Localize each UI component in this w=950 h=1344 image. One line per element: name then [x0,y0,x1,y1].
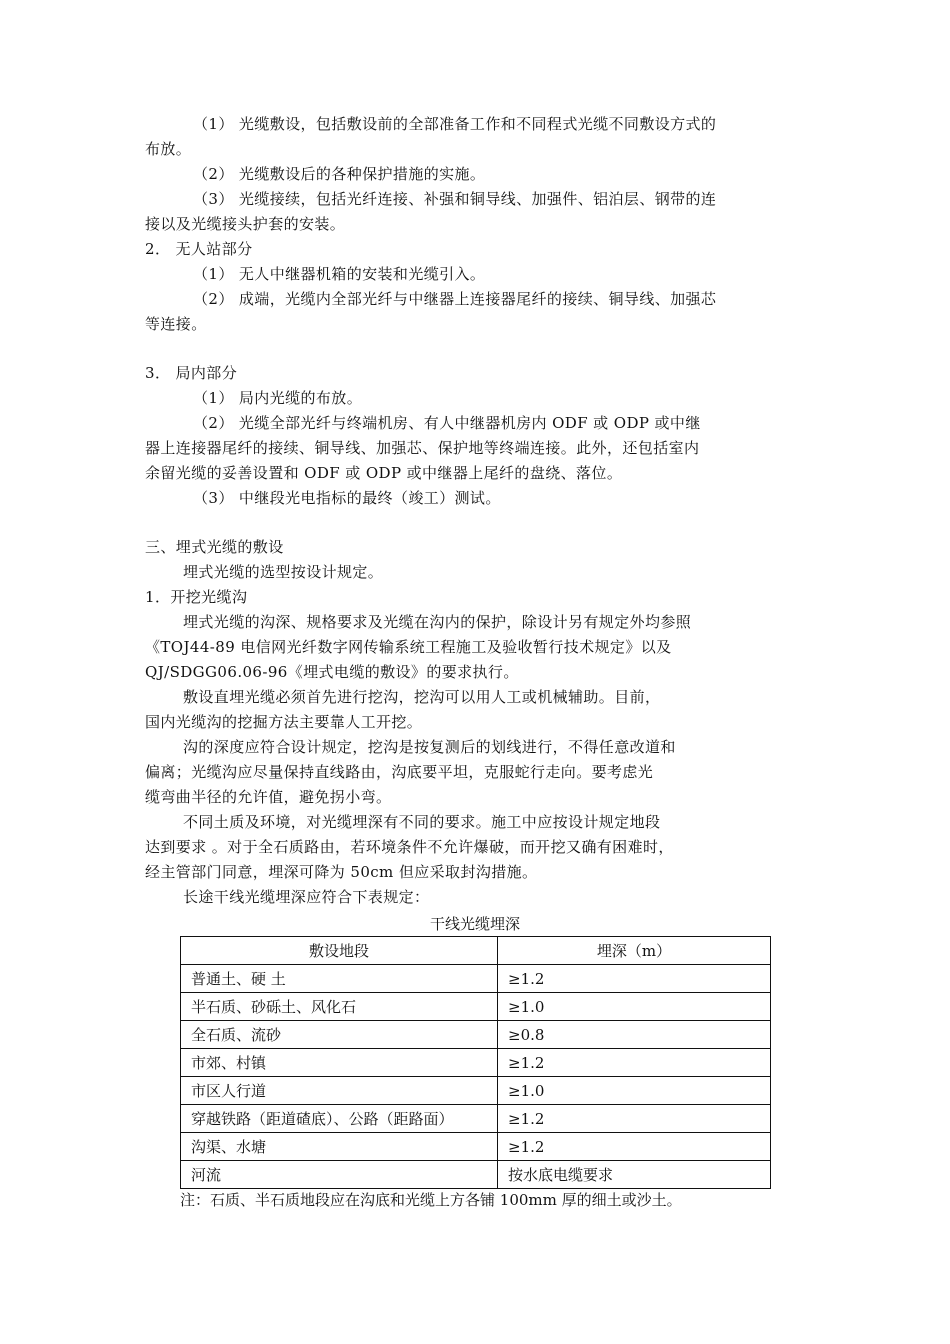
table-row [181,993,771,1021]
text-line: 2． 无人站部分 [145,240,253,258]
text-line: 埋式光缆的选型按设计规定。 [183,563,384,581]
text-line: 国内光缆沟的挖掘方法主要靠人工开挖。 [145,713,423,731]
text-line: 达到要求 。对于全石质路由，若环境条件不允许爆破，而开挖又确有困难时， [145,838,674,856]
document-body [145,112,805,936]
table-note: 注：石质、半石质地段应在沟底和光缆上方各铺 100mm 厚的细土或沙土。 [180,1191,682,1209]
text-line: 沟的深度应符合设计规定，挖沟是按复测后的划线进行，不得任意改道和 [183,738,676,756]
text-line: （2） 光缆敷设后的各种保护措施的实施。 [193,165,486,183]
header-segment: 敷设地段 [181,937,498,965]
text-line: 1．开挖光缆沟 [145,588,248,606]
table-row [181,1133,771,1161]
cell-depth: ≥1.2 [498,965,771,993]
blank-line [145,337,805,361]
cell-depth: ≥1.2 [498,1105,771,1133]
text-line: 经主管部门同意，埋深可降为 50cm 但应采取封沟措施。 [145,863,538,881]
text-line: （1） 局内光缆的布放。 [193,389,363,407]
text-line: 三、埋式光缆的敷设 [145,538,284,556]
cell-segment: 全石质、流砂 [181,1021,498,1049]
text-line: 埋式光缆的沟深、规格要求及光缆在沟内的保护，除设计另有规定外均参照 [183,613,692,631]
blank-line [145,511,805,535]
cell-depth: 按水底电缆要求 [498,1161,771,1189]
text-line: 余留光缆的妥善设置和 ODF 或 ODP 或中继器上尾纤的盘绕、落位。 [145,464,623,482]
table-row [181,1105,771,1133]
text-line: 敷设直埋光缆必须首先进行挖沟，挖沟可以用人工或机械辅助。目前， [183,688,661,706]
table-row [181,965,771,993]
text-line: 接以及光缆接头护套的安装。 [145,215,346,233]
cell-segment: 市区人行道 [181,1077,498,1105]
text-line: 器上连接器尾纤的接续、铜导线、加强芯、保护地等终端连接。此外，还包括室内 [145,439,700,457]
cell-depth: ≥1.0 [498,993,771,1021]
text-line: 偏离；光缆沟应尽量保持直线路由，沟底要平坦，克服蛇行走向。要考虑光 [145,763,654,781]
text-line: 等连接。 [145,315,207,333]
text-line: 布放。 [145,140,192,158]
text-line: 不同土质及环境，对光缆埋深有不同的要求。施工中应按设计规定地段 [183,813,661,831]
table-header-row [181,937,771,965]
text-line: （2） 成端，光缆内全部光纤与中继器上连接器尾纤的接续、铜导线、加强芯 [193,290,717,308]
table-row [181,1077,771,1105]
text-line: （3） 光缆接续，包括光纤连接、补强和铜导线、加强件、铝泊层、钢带的连 [193,190,717,208]
cell-depth: ≥1.2 [498,1049,771,1077]
text-line: （3） 中继段光电指标的最终（竣工）测试。 [193,489,501,507]
text-line: （2） 光缆全部光纤与终端机房、有人中继器机房内 ODF 或 ODP 或中继 [193,414,701,432]
cell-segment: 普通土、硬 土 [181,965,498,993]
cell-depth: ≥1.2 [498,1133,771,1161]
cell-segment: 半石质、砂砾土、风化石 [181,993,498,1021]
text-line: QJ/SDGG06.06-96《埋式电缆的敷设》的要求执行。 [145,663,519,681]
cell-depth: ≥1.0 [498,1077,771,1105]
header-depth: 埋深（m） [498,937,771,965]
cell-segment: 河流 [181,1161,498,1189]
cell-segment: 穿越铁路（距道碴底）、公路（距路面） [181,1105,498,1133]
text-line: 缆弯曲半径的允许值，避免拐小弯。 [145,788,392,806]
table-row [181,1049,771,1077]
cell-segment: 沟渠、水塘 [181,1133,498,1161]
text-line: 长途干线光缆埋深应符合下表规定： [183,888,430,906]
text-line: （1） 光缆敷设，包括敷设前的全部准备工作和不同程式光缆不同敷设方式的 [193,115,717,133]
text-line: 3． 局内部分 [145,364,238,382]
table-caption: 干线光缆埋深 [429,915,520,933]
text-line: 《TOJ44-89 电信网光纤数字网传输系统工程施工及验收暂行技术规定》以及 [145,638,672,656]
cell-segment: 市郊、村镇 [181,1049,498,1077]
table-row [181,1161,771,1189]
burial-depth-table [180,936,771,1189]
cell-depth: ≥0.8 [498,1021,771,1049]
text-line: （1） 无人中继器机箱的安装和光缆引入。 [193,265,486,283]
table-row [181,1021,771,1049]
body-text [145,112,805,910]
